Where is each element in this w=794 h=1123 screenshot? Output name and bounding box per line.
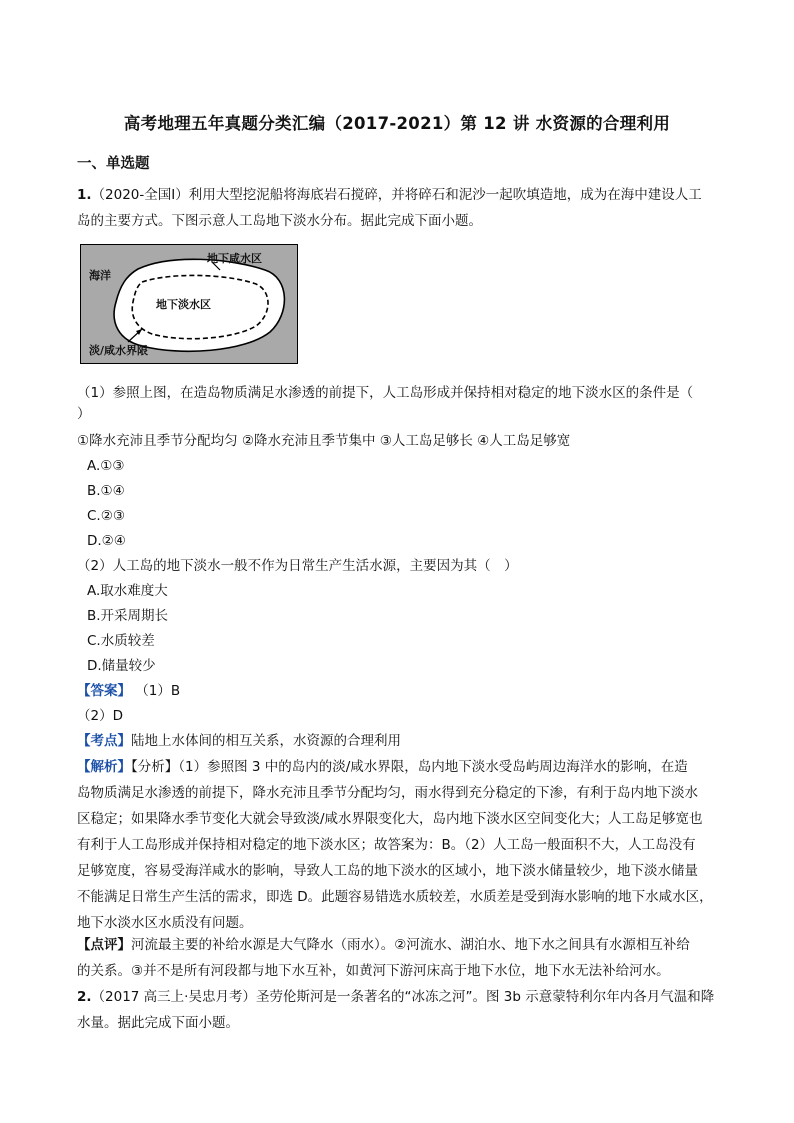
analysis-line-2: 岛物质满足水渗透的前提下，降水充沛且季节分配均匀，雨水得到充分稳定的下渗，有利于岛内地下淡水 xyxy=(77,785,698,801)
answer-1: （1）B xyxy=(135,683,181,699)
q1-sub1-stem-line1: （1）参照上图，在造岛物质满足水渗透的前提下，人工岛形成并保持相对稳定的地下淡水区的条件是（ xyxy=(77,385,694,401)
page-title: 高考地理五年真题分类汇编（2017-2021）第 12 讲 水资源的合理利用 xyxy=(123,114,671,133)
analysis-line-7: 地下水淡水区水质没有问题。 xyxy=(77,915,253,931)
answer-line-1 xyxy=(77,681,722,701)
analysis-line-5: 足够宽度，容易受海洋咸水的影响，导致人工岛的地下淡水的区域小，地下淡水储量较少，地下淡水储量 xyxy=(77,863,698,879)
analysis-line-1 xyxy=(77,757,722,777)
answer-2: （2）D xyxy=(77,708,123,724)
analysis-line-3: 区稳定；如果降水季节变化大就会导致淡/咸水界限变化大，岛内地下淡水区空间变化大；人工岛足够宽也 xyxy=(77,811,703,827)
comment-line-1 xyxy=(77,935,722,955)
q2-number: 2. xyxy=(77,989,92,1005)
point-text: 陆地上水体间的相互关系，水资源的合理利用 xyxy=(131,733,401,749)
boundary-label: 淡/咸水界限 xyxy=(89,344,149,357)
q1-sub1-choice-b: B.①④ xyxy=(87,483,125,499)
comment-text-1: 河流最主要的补给水源是大气降水（雨水）。②河流水、湖泊水、地下水之间具有水源相互补给 xyxy=(131,937,690,953)
point-tag: 【考点】 xyxy=(77,733,131,749)
salt-zone-label: 地下咸水区 xyxy=(207,252,262,265)
analysis-text-1: 【分析】（1）参照图 3 中的岛内的淡/咸水界限，岛内地下淡水受岛屿周边海洋水的影响，在造 xyxy=(131,759,688,775)
q1-sub1-stem-line2: ） xyxy=(77,406,91,422)
q1-sub2-choice-c: C.水质较差 xyxy=(87,633,155,649)
section-heading: 一、单选题 xyxy=(77,156,150,172)
comment-line-2: 的关系。③并不是所有河段都与地下水互补，如黄河下游河床高于地下水位，地下水无法补给河水。 xyxy=(77,963,670,979)
q1-intro-line1 xyxy=(77,185,722,205)
q1-intro-text1: （2020-全国Ⅰ）利用大型挖泥船将海底岩石搅碎，并将碎石和泥沙一起吹填造地，成为在海中建设人工 xyxy=(91,187,702,203)
analysis-tag: 【解析】 xyxy=(77,759,131,775)
q2-intro-line1 xyxy=(77,987,722,1007)
ocean-label: 海洋 xyxy=(89,269,111,282)
q1-number: 1. xyxy=(77,187,92,203)
q1-sub1-choice-c: C.②③ xyxy=(87,508,125,524)
answer-tag: 【答案】 xyxy=(77,683,131,699)
comment-tag: 【点评】 xyxy=(77,937,131,953)
q1-sub2-choice-b: B.开采周期长 xyxy=(87,608,169,624)
q2-intro-text1: （2017 高三上·吴忠月考）圣劳伦斯河是一条著名的“冰冻之河”。图 3b 示意蒙特利尔年内各月气温和降 xyxy=(91,989,715,1005)
fresh-zone-label: 地下淡水区 xyxy=(156,298,211,311)
q1-sub2-choice-d: D.储量较少 xyxy=(87,658,156,674)
point-line xyxy=(77,731,722,751)
q1-sub1-options: ①降水充沛且季节分配均匀 ②降水充沛且季节集中 ③人工岛足够长 ④人工岛足够宽 xyxy=(77,433,571,449)
q2-intro-line2: 水量。据此完成下面小题。 xyxy=(77,1015,239,1031)
q1-sub2-stem: （2）人工岛的地下淡水一般不作为日常生产生活水源，主要因为其（ ） xyxy=(77,558,518,574)
island-groundwater-figure xyxy=(80,244,298,364)
analysis-line-4: 有利于人工岛形成并保持相对稳定的地下淡水区；故答案为：B。（2）人工岛一般面积不大，人工岛没有 xyxy=(77,837,696,853)
q1-intro-line2: 岛的主要方式。下图示意人工岛地下淡水分布。据此完成下面小题。 xyxy=(77,213,482,229)
q1-sub1-choice-a: A.①③ xyxy=(87,458,125,474)
analysis-line-6: 不能满足日常生产生活的需求，即选 D。此题容易错选水质较差，水质差是受到海水影响的地下水咸水区， xyxy=(77,889,713,905)
q1-sub1-choice-d: D.②④ xyxy=(87,533,126,549)
q1-sub2-choice-a: A.取水难度大 xyxy=(87,583,168,599)
